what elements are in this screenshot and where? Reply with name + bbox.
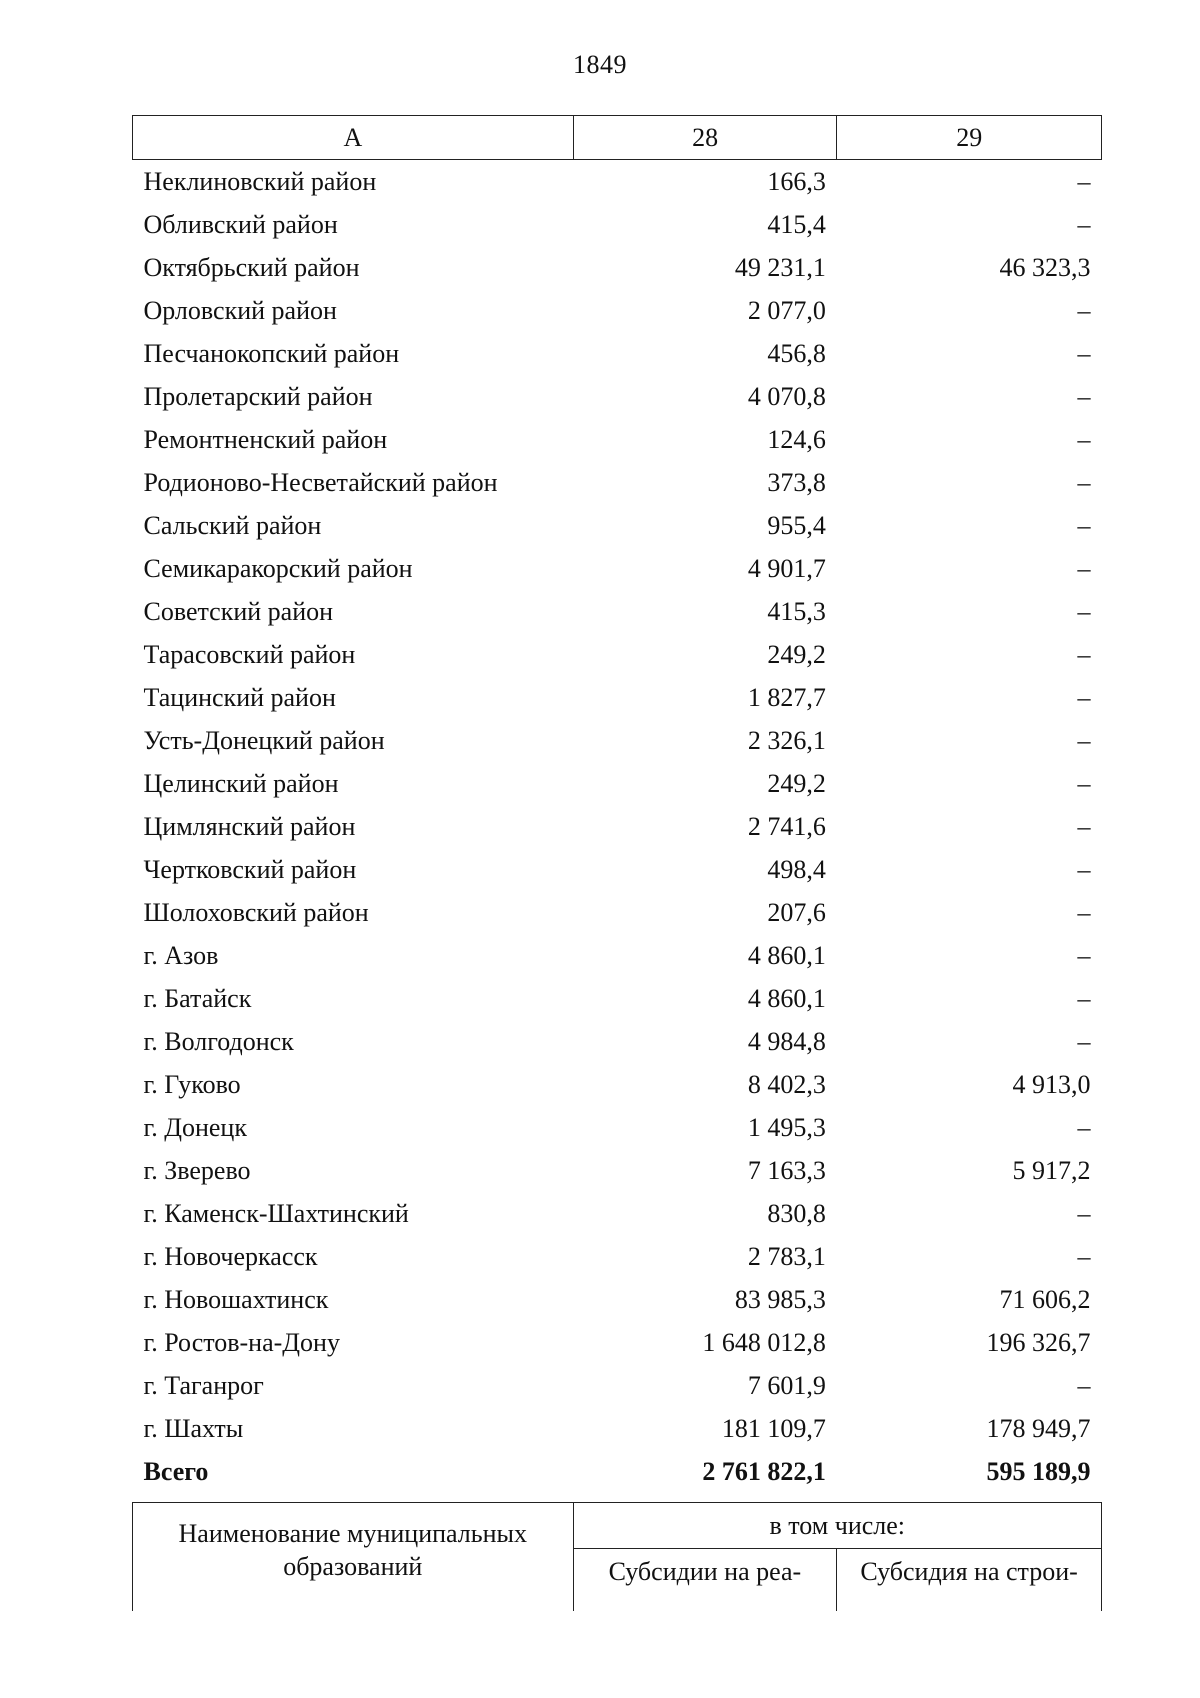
table-row bbox=[133, 1149, 1102, 1192]
value-29-cell: – bbox=[1077, 596, 1091, 626]
value-29-cell: – bbox=[1077, 1370, 1091, 1400]
value-28-cell: 249,2 bbox=[767, 639, 826, 669]
value-28-cell: 49 231,1 bbox=[734, 252, 826, 282]
municipality-name-cell: Целинский район bbox=[143, 768, 339, 798]
table-row bbox=[133, 1192, 1102, 1235]
table-row bbox=[133, 762, 1102, 805]
value-28-cell: 955,4 bbox=[767, 510, 826, 540]
table-row bbox=[133, 848, 1102, 891]
value-28-cell: 2 077,0 bbox=[747, 295, 826, 325]
table-row bbox=[133, 633, 1102, 676]
municipality-name-cell: г. Зверево bbox=[143, 1155, 251, 1185]
municipality-name-cell: Родионово-Несветайский район bbox=[143, 467, 498, 497]
value-29-cell: – bbox=[1077, 682, 1091, 712]
municipality-name-cell: Семикаракорский район bbox=[143, 553, 413, 583]
municipality-name-cell: г. Ростов-на-Дону bbox=[143, 1327, 340, 1357]
value-29-cell: – bbox=[1077, 1198, 1091, 1228]
municipality-name-cell: г. Каменск-Шахтинский bbox=[143, 1198, 409, 1228]
subsidy-implementation-header: Субсидии на реа- bbox=[573, 1549, 837, 1612]
page-number: 1849 bbox=[573, 50, 627, 79]
municipality-name-cell: г. Батайск bbox=[143, 983, 252, 1013]
continuation-table-header bbox=[132, 1502, 1102, 1611]
value-28-cell: 2 326,1 bbox=[747, 725, 826, 755]
table-row bbox=[133, 805, 1102, 848]
table-row bbox=[133, 590, 1102, 633]
value-28-cell: 1 648 012,8 bbox=[702, 1327, 826, 1357]
value-28-cell: 8 402,3 bbox=[747, 1069, 826, 1099]
table-row bbox=[133, 1063, 1102, 1106]
table-row bbox=[133, 203, 1102, 246]
value-28-cell: 7 601,9 bbox=[747, 1370, 826, 1400]
value-29-cell: – bbox=[1077, 897, 1091, 927]
column-header-a: А bbox=[133, 116, 574, 160]
value-29-cell: – bbox=[1077, 510, 1091, 540]
value-29-cell: 5 917,2 bbox=[1012, 1155, 1091, 1185]
municipality-name-cell: Неклиновский район bbox=[143, 166, 377, 196]
value-29-cell: – bbox=[1077, 854, 1091, 884]
municipality-name-cell: Шолоховский район bbox=[143, 897, 369, 927]
municipality-name-cell: Цимлянский район bbox=[143, 811, 356, 841]
value-29-cell: – bbox=[1077, 424, 1091, 454]
value-28-cell: 2 783,1 bbox=[747, 1241, 826, 1271]
value-28-cell: 498,4 bbox=[767, 854, 826, 884]
table-row bbox=[133, 934, 1102, 977]
value-29-cell: – bbox=[1077, 768, 1091, 798]
value-29-cell: – bbox=[1077, 983, 1091, 1013]
including-group-header: в том числе: bbox=[573, 1503, 1101, 1549]
value-29-cell: 46 323,3 bbox=[999, 252, 1091, 282]
table-row bbox=[133, 1106, 1102, 1149]
municipality-name-cell: г. Новошахтинск bbox=[143, 1284, 329, 1314]
total-label-cell: Всего bbox=[143, 1456, 209, 1486]
table-row bbox=[133, 1278, 1102, 1321]
value-28-cell: 830,8 bbox=[767, 1198, 826, 1228]
value-29-cell: – bbox=[1077, 940, 1091, 970]
value-28-cell: 83 985,3 bbox=[734, 1284, 826, 1314]
table-row bbox=[133, 504, 1102, 547]
table-row bbox=[133, 891, 1102, 934]
total-28-cell: 2 761 822,1 bbox=[702, 1456, 826, 1486]
municipality-name-cell: г. Шахты bbox=[143, 1413, 244, 1443]
value-29-cell: – bbox=[1077, 639, 1091, 669]
municipality-name-cell: Советский район bbox=[143, 596, 334, 626]
municipality-name-cell: Тарасовский район bbox=[143, 639, 356, 669]
column-header-28: 28 bbox=[573, 116, 837, 160]
value-29-cell: 196 326,7 bbox=[986, 1327, 1091, 1357]
municipality-name-cell: Тацинский район bbox=[143, 682, 336, 712]
table-row bbox=[133, 332, 1102, 375]
municipality-name-cell: Октябрьский район bbox=[143, 252, 360, 282]
municipality-name-cell: Усть-Донецкий район bbox=[143, 725, 385, 755]
value-29-cell: – bbox=[1077, 381, 1091, 411]
value-29-cell: – bbox=[1077, 295, 1091, 325]
value-29-cell: – bbox=[1077, 811, 1091, 841]
value-29-cell: – bbox=[1077, 467, 1091, 497]
value-28-cell: 4 860,1 bbox=[747, 940, 826, 970]
municipality-name-cell: г. Донецк bbox=[143, 1112, 247, 1142]
table-header bbox=[133, 116, 1102, 160]
table-row bbox=[133, 676, 1102, 719]
column-header-29: 29 bbox=[837, 116, 1102, 160]
municipality-name-header: Наименование муниципальных образований bbox=[133, 1503, 574, 1612]
value-29-cell: 71 606,2 bbox=[999, 1284, 1091, 1314]
municipality-name-cell: г. Азов bbox=[143, 940, 219, 970]
value-29-cell: – bbox=[1077, 725, 1091, 755]
municipality-name-cell: Ремонтненский район bbox=[143, 424, 388, 454]
table-row bbox=[133, 1235, 1102, 1278]
value-28-cell: 207,6 bbox=[767, 897, 826, 927]
table-row bbox=[133, 418, 1102, 461]
value-29-cell: – bbox=[1077, 166, 1091, 196]
table-row bbox=[133, 977, 1102, 1020]
table-row bbox=[133, 547, 1102, 590]
table-row bbox=[133, 375, 1102, 418]
table-row bbox=[133, 289, 1102, 332]
municipality-name-cell: г. Волгодонск bbox=[143, 1026, 294, 1056]
value-28-cell: 1 827,7 bbox=[747, 682, 826, 712]
table-row bbox=[133, 1407, 1102, 1450]
value-29-cell: – bbox=[1077, 553, 1091, 583]
value-28-cell: 4 901,7 bbox=[747, 553, 826, 583]
value-29-cell: – bbox=[1077, 1241, 1091, 1271]
value-29-cell: – bbox=[1077, 338, 1091, 368]
value-28-cell: 373,8 bbox=[767, 467, 826, 497]
municipality-name-cell: г. Таганрог bbox=[143, 1370, 264, 1400]
municipality-name-cell: Песчанокопский район bbox=[143, 338, 400, 368]
table-row bbox=[133, 719, 1102, 762]
value-28-cell: 415,3 bbox=[767, 596, 826, 626]
table-row bbox=[133, 160, 1102, 204]
value-28-cell: 181 109,7 bbox=[721, 1413, 826, 1443]
value-28-cell: 7 163,3 bbox=[747, 1155, 826, 1185]
municipality-name-cell: Обливский район bbox=[143, 209, 338, 239]
table-row bbox=[133, 246, 1102, 289]
value-29-cell: – bbox=[1077, 1026, 1091, 1056]
value-29-cell: – bbox=[1077, 209, 1091, 239]
municipality-name-cell: г. Новочеркасск bbox=[143, 1241, 318, 1271]
value-28-cell: 2 741,6 bbox=[747, 811, 826, 841]
value-29-cell: 178 949,7 bbox=[986, 1413, 1091, 1443]
municipality-name-cell: Пролетарский район bbox=[143, 381, 373, 411]
total-row bbox=[133, 1450, 1102, 1493]
subsidy-table bbox=[132, 115, 1102, 1493]
value-28-cell: 4 070,8 bbox=[747, 381, 826, 411]
value-29-cell: 4 913,0 bbox=[1012, 1069, 1091, 1099]
table-row bbox=[133, 461, 1102, 504]
table-row bbox=[133, 1364, 1102, 1407]
value-28-cell: 124,6 bbox=[767, 424, 826, 454]
value-28-cell: 415,4 bbox=[767, 209, 826, 239]
total-29-cell: 595 189,9 bbox=[986, 1456, 1091, 1486]
value-28-cell: 166,3 bbox=[767, 166, 826, 196]
value-28-cell: 456,8 bbox=[767, 338, 826, 368]
municipality-name-cell: г. Гуково bbox=[143, 1069, 241, 1099]
value-28-cell: 249,2 bbox=[767, 768, 826, 798]
municipality-name-cell: Орловский район bbox=[143, 295, 337, 325]
table-body bbox=[133, 160, 1102, 1494]
value-28-cell: 4 860,1 bbox=[747, 983, 826, 1013]
subsidy-construction-header: Субсидия на строи- bbox=[837, 1549, 1102, 1612]
value-28-cell: 4 984,8 bbox=[747, 1026, 826, 1056]
table-row bbox=[133, 1020, 1102, 1063]
value-28-cell: 1 495,3 bbox=[747, 1112, 826, 1142]
table-row bbox=[133, 1321, 1102, 1364]
value-29-cell: – bbox=[1077, 1112, 1091, 1142]
municipality-name-cell: Сальский район bbox=[143, 510, 322, 540]
municipality-name-cell: Чертковский район bbox=[143, 854, 357, 884]
